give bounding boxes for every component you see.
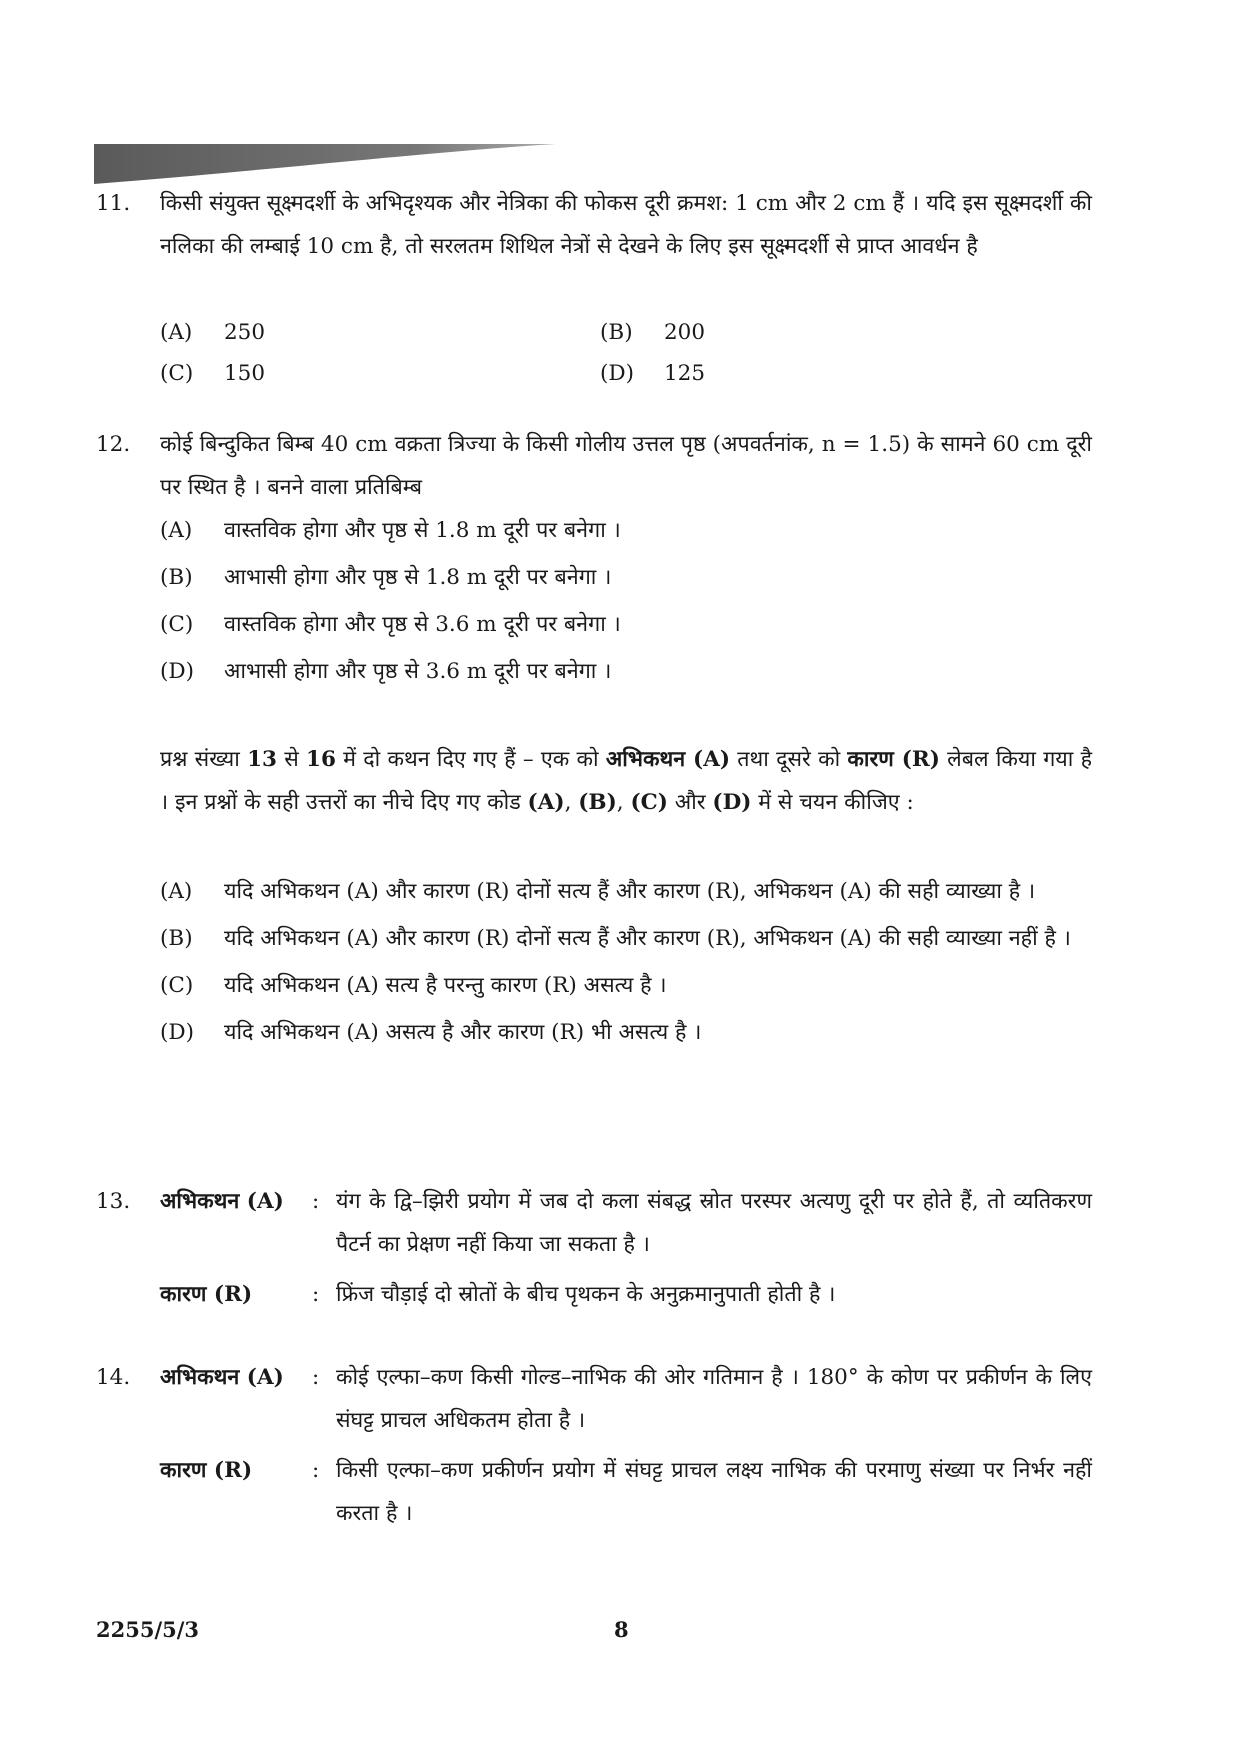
code-item-d bbox=[160, 1011, 1092, 1054]
instr-text: में से चयन कीजिए : bbox=[751, 790, 914, 815]
code-label: (D) bbox=[160, 1020, 195, 1045]
reason-label: कारण (R) bbox=[160, 1282, 253, 1307]
paper-code: 2255/5/3 bbox=[96, 1617, 200, 1642]
option-b bbox=[600, 312, 705, 353]
question-12 bbox=[96, 423, 1092, 509]
assertion-label: अभिकथन (A) bbox=[160, 1365, 284, 1390]
instr-bold: कारण (R) bbox=[847, 747, 940, 772]
option-a bbox=[160, 510, 621, 551]
option-text: 250 bbox=[224, 320, 266, 345]
option-a bbox=[160, 312, 265, 353]
code-item-b bbox=[160, 917, 1092, 960]
instr-bold: (D) bbox=[712, 790, 752, 815]
option-c bbox=[160, 604, 621, 645]
code-label: (B) bbox=[160, 926, 193, 951]
question-13 bbox=[96, 1180, 1092, 1316]
instr-bold: अभिकथन (A) bbox=[605, 747, 731, 772]
q11-options bbox=[160, 312, 760, 396]
option-label: (A) bbox=[160, 518, 193, 543]
instr-text: , bbox=[564, 790, 579, 815]
assertion-row bbox=[96, 1356, 1092, 1442]
code-text: यदि अभिकथन (A) और कारण (R) दोनों सत्य हैं और कारण (R), अभिकथन (A) की सही व्याख्या है । bbox=[224, 879, 1036, 904]
reason-row bbox=[96, 1273, 1092, 1316]
question-11 bbox=[96, 182, 1092, 268]
option-label: (C) bbox=[160, 612, 194, 637]
code-text: यदि अभिकथन (A) सत्य है परन्तु कारण (R) असत्य है । bbox=[224, 973, 667, 998]
option-label: (D) bbox=[160, 659, 195, 684]
code-label: (C) bbox=[160, 973, 194, 998]
option-text: 150 bbox=[224, 361, 266, 386]
code-item-a bbox=[160, 870, 1092, 913]
option-label: (B) bbox=[600, 320, 633, 345]
page-number: 8 bbox=[614, 1617, 629, 1642]
option-b bbox=[160, 557, 611, 598]
assertion-row bbox=[96, 1180, 1092, 1266]
option-text: 200 bbox=[664, 320, 706, 345]
question-number: 13. bbox=[96, 1189, 131, 1214]
question-number: 14. bbox=[96, 1365, 131, 1390]
instructions-paragraph bbox=[160, 738, 1092, 824]
question-text: कोई बिन्दुकित बिम्ब 40 cm वक्रता त्रिज्या के किसी गोलीय उत्तल पृष्ठ (अपवर्तनांक, n = 1.5) के सामने 60 cm दूरी पर स्थित है । बनने वाला प्रतिबिम्ब bbox=[160, 432, 1092, 500]
option-text: वास्तविक होगा और पृष्ठ से 3.6 m दूरी पर बनेगा । bbox=[224, 612, 621, 637]
reason-label: कारण (R) bbox=[160, 1458, 253, 1483]
option-text: आभासी होगा और पृष्ठ से 1.8 m दूरी पर बनेगा । bbox=[224, 565, 612, 590]
code-label: (A) bbox=[160, 879, 193, 904]
instr-text: में दो कथन दिए गए हैं – एक को bbox=[335, 747, 606, 772]
option-text: 125 bbox=[664, 361, 706, 386]
instr-bold: (C) bbox=[630, 790, 668, 815]
option-label: (B) bbox=[160, 565, 193, 590]
header-banner bbox=[94, 144, 556, 184]
instr-bold: (B) bbox=[578, 790, 617, 815]
option-text: वास्तविक होगा और पृष्ठ से 1.8 m दूरी पर बनेगा । bbox=[224, 518, 621, 543]
option-d bbox=[160, 651, 611, 692]
q12-options bbox=[160, 510, 960, 690]
question-14 bbox=[96, 1356, 1092, 1535]
instr-text: लेबल किया गया है । इन प्रश्नों के सही उत्तरों का नीचे दिए गए कोड bbox=[160, 747, 1092, 815]
code-text: यदि अभिकथन (A) असत्य है और कारण (R) भी असत्य है । bbox=[224, 1020, 702, 1045]
answer-code-list bbox=[160, 870, 1092, 1058]
question-number: 12. bbox=[96, 432, 131, 457]
instr-text: और bbox=[667, 790, 713, 815]
option-c bbox=[160, 353, 265, 394]
assertion-label: अभिकथन (A) bbox=[160, 1189, 284, 1214]
question-text: किसी संयुक्त सूक्ष्मदर्शी के अभिदृश्यक और नेत्रिका की फोकस दूरी क्रमश: 1 cm और 2 cm हैं । यदि इस सूक्ष्मदर्शी की नलिका की लम्बाई 10 cm है, तो सरलतम शिथिल नेत्रों से देखने के लिए इस सूक्ष्मदर्शी से प्राप्त आवर्धन है bbox=[160, 191, 1092, 259]
reason-text: फ्रिंज चौड़ाई दो स्रोतों के बीच पृथकन के अनुक्रमानुपाती होती है । bbox=[336, 1282, 836, 1307]
colon: : bbox=[312, 1282, 320, 1307]
option-d bbox=[600, 353, 705, 394]
instr-bold: 16 bbox=[306, 747, 336, 772]
assertion-text: यंग के द्वि–झिरी प्रयोग में जब दो कला संबद्ध स्रोत परस्पर अत्यणु दूरी पर होते हैं, तो व्यतिकरण पैटर्न का प्रेक्षण नहीं किया जा सकता है । bbox=[336, 1189, 1092, 1257]
option-text: आभासी होगा और पृष्ठ से 3.6 m दूरी पर बनेगा । bbox=[224, 659, 612, 684]
option-label: (D) bbox=[600, 361, 635, 386]
instr-bold: 13 bbox=[247, 747, 277, 772]
colon: : bbox=[312, 1189, 320, 1214]
colon: : bbox=[312, 1458, 320, 1483]
code-text: यदि अभिकथन (A) और कारण (R) दोनों सत्य हैं और कारण (R), अभिकथन (A) की सही व्याख्या नहीं है । bbox=[224, 926, 1071, 951]
option-label: (C) bbox=[160, 361, 194, 386]
question-number: 11. bbox=[96, 191, 131, 216]
reason-row bbox=[96, 1449, 1092, 1535]
colon: : bbox=[312, 1365, 320, 1390]
instr-text: प्रश्न संख्या bbox=[160, 747, 248, 772]
option-label: (A) bbox=[160, 320, 193, 345]
assertion-text: कोई एल्फा–कण किसी गोल्ड–नाभिक की ओर गतिमान है । 180° के कोण पर प्रकीर्णन के लिए संघट्ट प्राचल अधिकतम होता है । bbox=[336, 1365, 1092, 1433]
instr-text: , bbox=[616, 790, 631, 815]
instr-bold: (A) bbox=[527, 790, 565, 815]
reason-text: किसी एल्फा–कण प्रकीर्णन प्रयोग में संघट्ट प्राचल लक्ष्य नाभिक की परमाणु संख्या पर निर्भर नहीं करता है । bbox=[336, 1458, 1092, 1526]
instr-text: तथा दूसरे को bbox=[730, 747, 848, 772]
instr-text: से bbox=[276, 747, 306, 772]
code-item-c bbox=[160, 964, 1092, 1007]
